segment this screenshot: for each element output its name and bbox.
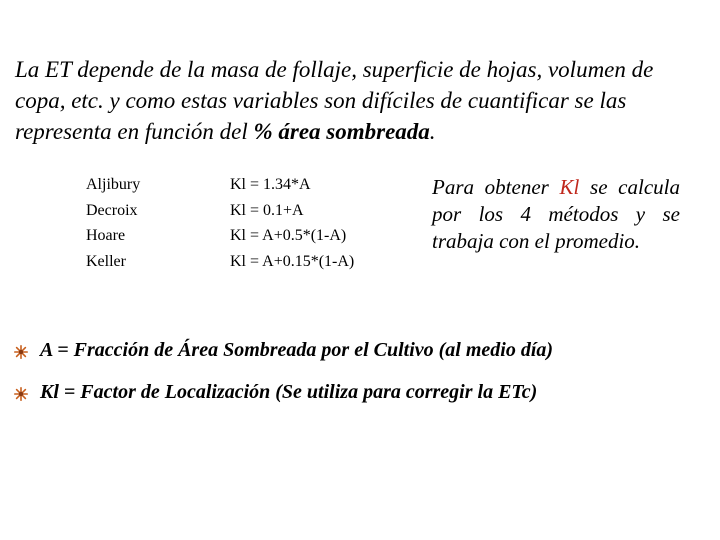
averaging-note — [432, 174, 680, 255]
method-formula: Kl = A+0.15*(1-A) — [230, 252, 355, 270]
intro-line-3-end: . — [429, 119, 436, 144]
definition-kl-text: Kl = Factor de Localización (Se utiliza para corregir la ETc) — [40, 381, 538, 403]
method-formula: Kl = A+0.5*(1-A) — [230, 227, 347, 244]
method-name: Decroix — [86, 201, 138, 219]
method-name: Hoare — [86, 227, 126, 244]
note-text-start: Para obtener — [432, 175, 560, 199]
method-name: Aljibury — [86, 176, 141, 193]
intro-line-3-text: representa en función del — [15, 119, 254, 144]
shaded-area-emphasis: % área sombreada — [253, 119, 430, 144]
kl-highlight: Kl — [559, 175, 580, 199]
intro-line-1: La ET depende de la masa de follaje, superficie de hojas, volumen de — [15, 57, 654, 82]
starburst-bullet-icon — [14, 387, 28, 401]
note-text-end: se calcula por los 4 métodos y se trabaja con el promedio. — [432, 175, 680, 253]
starburst-bullet-icon — [14, 345, 28, 359]
intro-line-3 — [15, 116, 705, 147]
intro-line-2: copa, etc. y como estas variables son difíciles de cuantificar se las — [15, 88, 627, 113]
method-name: Keller — [86, 252, 126, 270]
method-formula: Kl = 0.1+A — [230, 201, 304, 219]
method-formula: Kl = 1.34*A — [230, 176, 311, 193]
intro-paragraph — [15, 54, 705, 147]
definition-a-text: A = Fracción de Área Sombreada por el Cultivo (al medio día) — [40, 339, 554, 361]
